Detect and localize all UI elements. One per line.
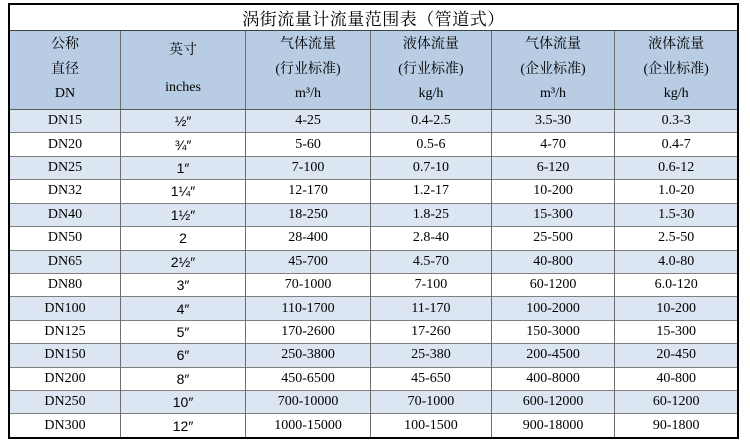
table-cell-gas-industry: 12-170 [246, 180, 371, 203]
column-header-inches [121, 31, 246, 110]
table-cell-gas-enterprise: 25-500 [491, 227, 615, 250]
table-cell-dn: DN15 [10, 110, 121, 133]
table-cell-dn: DN300 [10, 414, 121, 437]
column-header-lines [615, 33, 737, 107]
table-cell-liquid-industry: 0.7-10 [371, 156, 492, 179]
table-cell-dn: DN200 [10, 367, 121, 390]
table-cell-liquid-industry: 17-260 [371, 320, 492, 343]
table-cell-liquid-industry: 25-380 [371, 344, 492, 367]
column-header-line: (企业标准) [643, 61, 709, 77]
table-cell-gas-enterprise: 150-3000 [491, 320, 615, 343]
table-row [10, 320, 737, 343]
page-title: 涡街流量计流量范围表（管道式） [10, 5, 737, 31]
table-cell-liquid-industry: 45-650 [371, 367, 492, 390]
table-cell-gas-enterprise: 15-300 [491, 203, 615, 226]
table-cell-gas-enterprise: 200-4500 [491, 344, 615, 367]
table-cell-dn: DN32 [10, 180, 121, 203]
table-cell-inches: 3″ [121, 273, 246, 296]
column-header-line: 直径 [51, 61, 79, 77]
column-header-line: inches [165, 80, 201, 96]
table-cell-inches: ¾″ [121, 133, 246, 156]
table-cell-dn: DN20 [10, 133, 121, 156]
column-header-line: 液体流量 [648, 36, 705, 52]
table-cell-liquid-industry: 0.4-2.5 [371, 110, 492, 133]
column-header-line: 公称 [51, 36, 79, 52]
table-cell-dn: DN125 [10, 320, 121, 343]
column-header-liquid-enterprise [615, 31, 737, 110]
table-cell-dn: DN150 [10, 344, 121, 367]
table-cell-liquid-enterprise: 40-800 [615, 367, 737, 390]
table-row [10, 110, 737, 133]
column-header-lines [492, 33, 615, 107]
table-cell-gas-industry: 700-10000 [246, 391, 371, 414]
table-cell-liquid-enterprise: 60-1200 [615, 391, 737, 414]
table-row [10, 227, 737, 250]
column-header-lines [246, 33, 370, 107]
table-cell-gas-industry: 70-1000 [246, 273, 371, 296]
table-cell-inches: 1″ [121, 156, 246, 179]
table-cell-gas-enterprise: 60-1200 [491, 273, 615, 296]
column-header-dn [10, 31, 121, 110]
table-cell-gas-enterprise: 3.5-30 [491, 110, 615, 133]
column-header-line: (企业标准) [520, 61, 586, 77]
table-cell-gas-industry: 450-6500 [246, 367, 371, 390]
table-cell-gas-enterprise: 400-8000 [491, 367, 615, 390]
table-row [10, 414, 737, 437]
table-row [10, 133, 737, 156]
table-cell-liquid-enterprise: 10-200 [615, 297, 737, 320]
table-row [10, 297, 737, 320]
table-cell-gas-industry: 110-1700 [246, 297, 371, 320]
column-header-line: m³/h [540, 86, 567, 102]
table-cell-dn: DN40 [10, 203, 121, 226]
table-cell-dn: DN65 [10, 250, 121, 273]
table-body [10, 110, 737, 438]
table-cell-liquid-industry: 11-170 [371, 297, 492, 320]
column-header-lines [371, 33, 491, 107]
table-row [10, 273, 737, 296]
table-cell-gas-enterprise: 6-120 [491, 156, 615, 179]
table-row [10, 344, 737, 367]
table-row [10, 250, 737, 273]
table-cell-dn: DN50 [10, 227, 121, 250]
table-cell-inches: 8″ [121, 367, 246, 390]
table-cell-gas-industry: 7-100 [246, 156, 371, 179]
table-row [10, 156, 737, 179]
table-cell-liquid-enterprise: 1.0-20 [615, 180, 737, 203]
title-row [10, 5, 737, 31]
table-cell-liquid-enterprise: 0.6-12 [615, 156, 737, 179]
column-header-line: 气体流量 [280, 36, 337, 52]
table-cell-liquid-enterprise: 0.3-3 [615, 110, 737, 133]
table-cell-gas-industry: 250-3800 [246, 344, 371, 367]
table-cell-gas-enterprise: 4-70 [491, 133, 615, 156]
table-cell-inches: 12″ [121, 414, 246, 437]
column-header-gas-enterprise [491, 31, 615, 110]
column-header-line: 液体流量 [402, 36, 459, 52]
table-cell-gas-enterprise: 900-18000 [491, 414, 615, 437]
flow-range-table [8, 3, 739, 439]
table-cell-inches: 1½″ [121, 203, 246, 226]
table-cell-inches: 2½″ [121, 250, 246, 273]
column-header-line: (行业标准) [275, 61, 341, 77]
table-cell-inches: 1¼″ [121, 180, 246, 203]
table-cell-inches: 2 [121, 227, 246, 250]
table-cell-inches: 6″ [121, 344, 246, 367]
table-row [10, 203, 737, 226]
table-cell-liquid-enterprise: 0.4-7 [615, 133, 737, 156]
table-cell-liquid-industry: 100-1500 [371, 414, 492, 437]
table-cell-liquid-enterprise: 15-300 [615, 320, 737, 343]
table-cell-dn: DN100 [10, 297, 121, 320]
table-row [10, 391, 737, 414]
table-row [10, 367, 737, 390]
column-header-row [10, 31, 737, 110]
column-header-gas-industry [246, 31, 371, 110]
column-header-lines [121, 33, 245, 107]
table-cell-liquid-enterprise: 20-450 [615, 344, 737, 367]
column-header-line: 英寸 [169, 43, 198, 59]
table-cell-gas-industry: 45-700 [246, 250, 371, 273]
table-cell-liquid-industry: 1.8-25 [371, 203, 492, 226]
table-cell-gas-industry: 28-400 [246, 227, 371, 250]
table-cell-liquid-enterprise: 4.0-80 [615, 250, 737, 273]
column-header-line: kg/h [663, 86, 689, 102]
column-header-line: 气体流量 [525, 36, 582, 52]
table-cell-gas-industry: 170-2600 [246, 320, 371, 343]
table-cell-inches: ½″ [121, 110, 246, 133]
table-cell-liquid-industry: 70-1000 [371, 391, 492, 414]
table-row [10, 180, 737, 203]
table-cell-inches: 5″ [121, 320, 246, 343]
column-header-line: kg/h [418, 86, 444, 102]
table-cell-liquid-enterprise: 1.5-30 [615, 203, 737, 226]
column-header-line: m³/h [295, 86, 322, 102]
table-cell-dn: DN250 [10, 391, 121, 414]
table-cell-gas-enterprise: 10-200 [491, 180, 615, 203]
table-cell-gas-industry: 1000-15000 [246, 414, 371, 437]
table-cell-gas-enterprise: 100-2000 [491, 297, 615, 320]
table-cell-liquid-industry: 1.2-17 [371, 180, 492, 203]
table-cell-liquid-enterprise: 90-1800 [615, 414, 737, 437]
flow-range-table-grid [10, 5, 737, 437]
column-header-liquid-industry [371, 31, 492, 110]
table-cell-gas-industry: 5-60 [246, 133, 371, 156]
column-header-lines [10, 33, 120, 107]
table-cell-liquid-enterprise: 2.5-50 [615, 227, 737, 250]
table-cell-liquid-enterprise: 6.0-120 [615, 273, 737, 296]
table-cell-gas-industry: 4-25 [246, 110, 371, 133]
table-cell-gas-industry: 18-250 [246, 203, 371, 226]
table-cell-liquid-industry: 7-100 [371, 273, 492, 296]
table-cell-dn: DN80 [10, 273, 121, 296]
table-cell-liquid-industry: 4.5-70 [371, 250, 492, 273]
table-cell-gas-enterprise: 600-12000 [491, 391, 615, 414]
table-cell-liquid-industry: 0.5-6 [371, 133, 492, 156]
table-cell-inches: 10″ [121, 391, 246, 414]
table-cell-liquid-industry: 2.8-40 [371, 227, 492, 250]
table-cell-inches: 4″ [121, 297, 246, 320]
column-header-line: (行业标准) [398, 61, 464, 77]
column-header-line: DN [54, 86, 76, 102]
table-cell-dn: DN25 [10, 156, 121, 179]
table-cell-gas-enterprise: 40-800 [491, 250, 615, 273]
